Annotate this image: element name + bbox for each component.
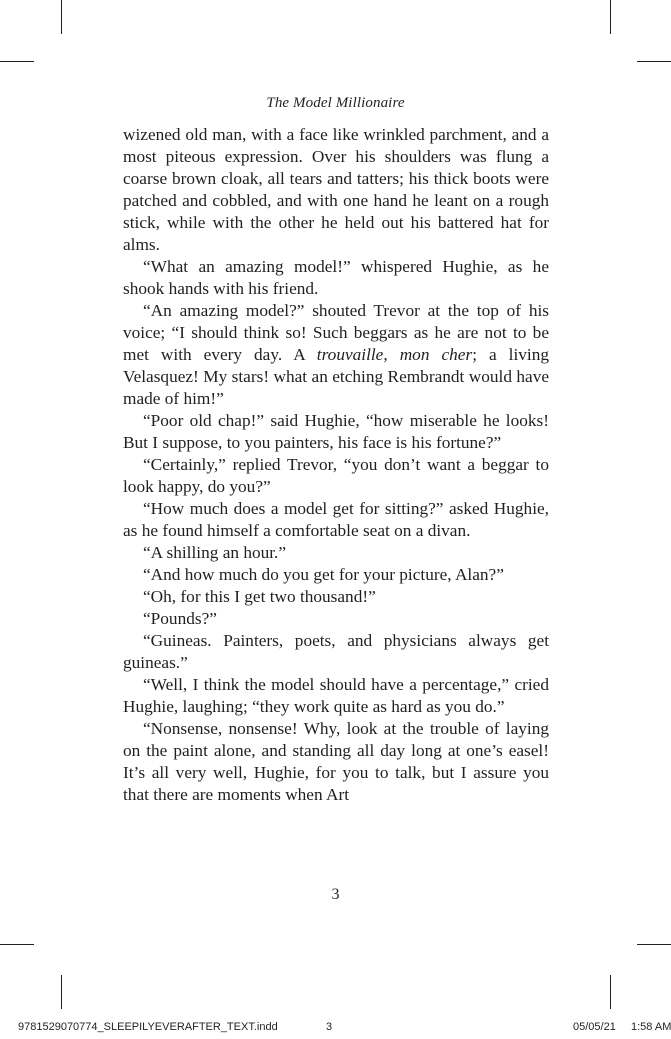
paragraph (123, 498, 549, 542)
italic-text: mon cher (399, 345, 473, 364)
running-head: The Model Millionaire (266, 95, 405, 111)
text-run: “And how much do you get for your picture, Alan?” (143, 565, 504, 584)
paragraph (123, 586, 549, 608)
text-run: ; a living Velasquez! My stars! what an etching Rembrandt would have made of him!” (123, 345, 550, 408)
text-run: , (383, 345, 400, 364)
paragraph (123, 630, 549, 674)
crop-mark-left-top (0, 61, 34, 62)
text-run: “Oh, for this I get two thousand!” (143, 587, 376, 606)
paragraph (123, 410, 549, 454)
paragraph (123, 674, 549, 718)
slug-date: 05/05/21 (573, 1021, 616, 1033)
crop-mark-bottom-right (610, 975, 611, 1009)
paragraph (123, 454, 549, 498)
slug-time: 1:58 AM (631, 1021, 671, 1033)
crop-mark-top-left (61, 0, 62, 34)
paragraph (123, 256, 549, 300)
paragraph (123, 608, 549, 630)
crop-mark-left-bottom (0, 944, 34, 945)
text-run: wizened old man, with a face like wrinkled parchment, and a most piteous expression. Over his shoulders was flung a coarse brown cloak, all tears and tatters; his thick boots were patched and cobbled, and with one hand he leant on a rough stick, while with the other he held out his battered hat for alms. (123, 125, 549, 254)
paragraph (123, 718, 549, 806)
text-run: “Well, I think the model should have a percentage,” cried Hughie, laughing; “they work quite as hard as you do.” (123, 675, 549, 716)
crop-mark-right-top (637, 61, 671, 62)
text-run: “What an amazing model!” whispered Hughie, as he shook hands with his friend. (123, 257, 549, 298)
body-text (123, 124, 549, 806)
text-run: “How much does a model get for sitting?” asked Hughie, as he found himself a comfortable seat on a divan. (123, 499, 549, 540)
paragraph (123, 124, 549, 256)
crop-mark-right-bottom (637, 944, 671, 945)
text-run: “Pounds?” (143, 609, 217, 628)
text-run: “A shilling an hour.” (143, 543, 287, 562)
text-run: “An amazing model?” shouted Trevor at the top of his voice; “I should think so! Such beggars as he are not to be met with every day. A (123, 301, 549, 364)
italic-text: trouvaille (316, 345, 384, 364)
paragraph (123, 300, 549, 410)
text-run: “Nonsense, nonsense! Why, look at the trouble of laying on the paint alone, and standing all day long at one’s easel! It’s all very well, Hughie, for you to talk, but I assure you that there are moments when Art (123, 719, 549, 804)
paragraph (123, 542, 549, 564)
text-run: “Poor old chap!” said Hughie, “how miserable he looks! But I suppose, to you painters, his face is his fortune?” (123, 411, 549, 452)
slug-filename: 9781529070774_SLEEPILYEVERAFTER_TEXT.indd (18, 1021, 278, 1033)
crop-mark-bottom-left (61, 975, 62, 1009)
crop-mark-top-right (610, 0, 611, 34)
slug-page: 3 (326, 1021, 333, 1033)
paragraph (123, 564, 549, 586)
page-number: 3 (331, 886, 340, 903)
text-run: “Guineas. Painters, poets, and physicians always get guineas.” (123, 631, 549, 672)
text-run: “Certainly,” replied Trevor, “you don’t want a beggar to look happy, do you?” (123, 455, 549, 496)
